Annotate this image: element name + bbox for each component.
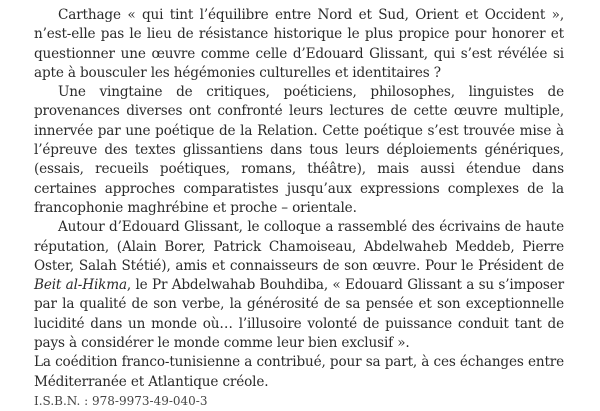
paragraph-coedition: La coédition franco-tunisienne a contribué, pour sa part, à ces échanges entre Méditerranée et Atlantique créole.	[34, 354, 564, 390]
paragraph-critics: Une vingtaine de critiques, poéticiens, philosophes, linguistes de provenances diverses ont confronté leurs lectures de cette œuvre multiple, innervée par une poétique de la Relation. Cette poétique s’est trouvée mise à l’épreuve des textes glissantiens dans tous leurs déploiements génériques, (essais, recueils poétiques, romans, théâtre), mais aussi étendue dans certaines approches comparatistes jusqu’aux expressions complexes de la francophonie maghrébine et proche – orientale.	[34, 84, 564, 216]
paragraph-intro: Carthage « qui tint l’équilibre entre Nord et Sud, Orient et Occident », n’est-elle pas le lieu de résistance historique le plus propice pour honorer et questionner une œuvre comme celle d’Edouard Glissant, qui s’est révélée si apte à bousculer les hégémonies culturelles et identitaires ?	[34, 7, 564, 81]
paragraph-colloquium	[0, 218, 600, 353]
beit-al-hikma-italic: Beit al-Hikma	[34, 277, 127, 294]
isbn-line: I.S.B.N. : 978-9973-49-040-3	[34, 393, 208, 408]
paragraph-colloquium-quote: , le Pr Abdelwahab Bouhdiba, « Edouard Glissant a su s’imposer par la qualité de son verbe, la générosité de sa pensée et son exceptionnelle lucidité dans un monde où… l’illusoire volonté de puissance conduit tant de pays à considérer le monde comme leur bien exclusif ».	[34, 277, 564, 352]
paragraph-colloquium-text: Autour d’Edouard Glissant, le colloque a rassemblé des écrivains de haute réputation, (Alain Borer, Patrick Chamoiseau, Abdelwaheb Meddeb, Pierre Oster, Salah Stétié), amis et connaisseurs de son œuvre. Pour le Président de	[34, 219, 564, 274]
